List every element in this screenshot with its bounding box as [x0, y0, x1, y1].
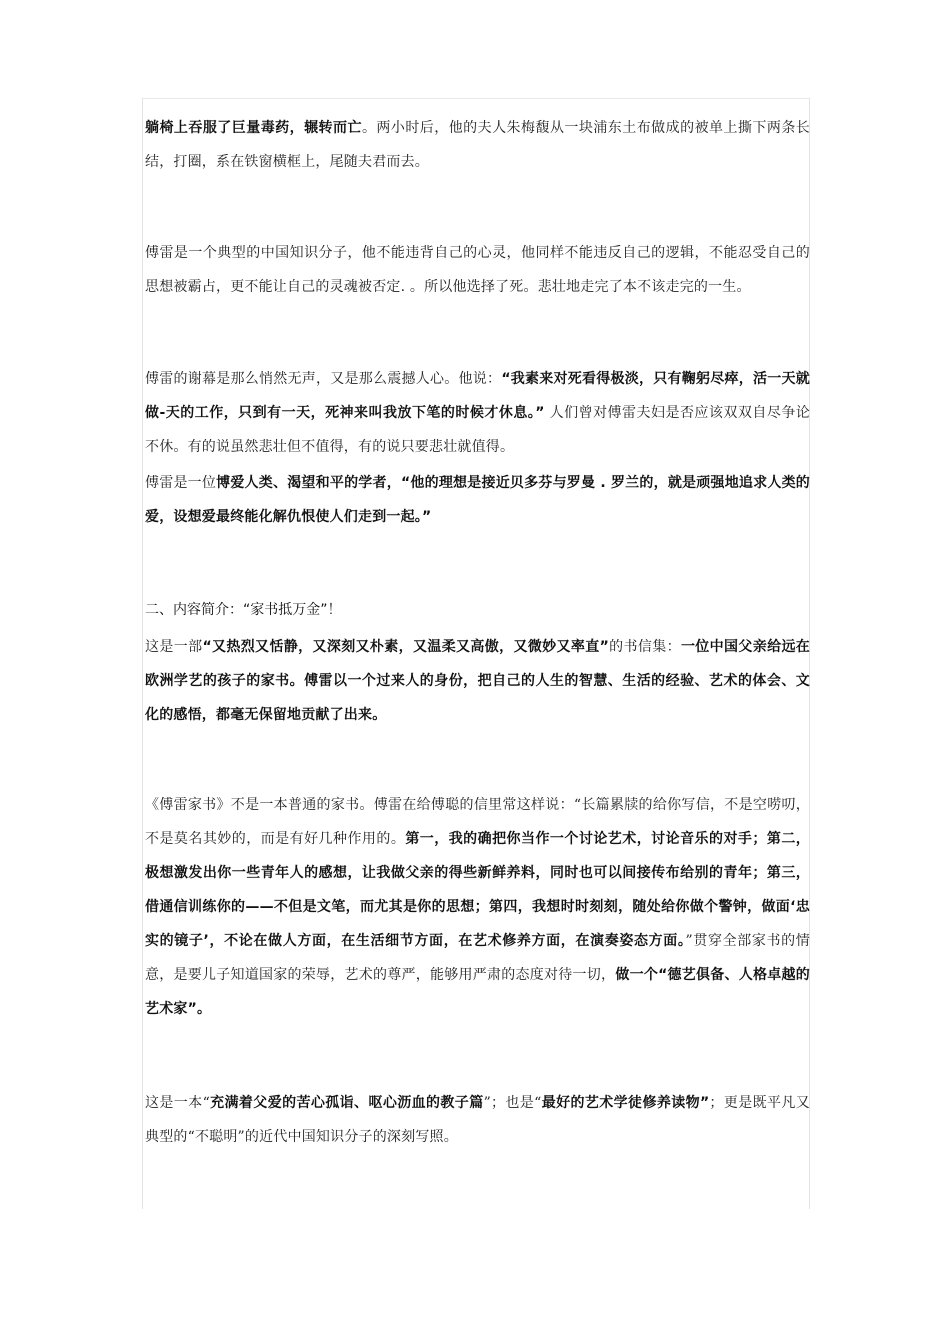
- body-text: ”贯穿全部家书的情意，是要儿子知道国家的荣辱，艺术的尊严，能够用严肃的态度对待一切，: [145, 933, 810, 983]
- body-text: 。两小时后，他的夫人朱梅馥从一块浦东土布做成的被单上撕下两条长结，打圈，系在铁窗横框上，尾随夫君而去。: [145, 120, 811, 170]
- paragraph-death: [145, 111, 810, 179]
- bold-text: 第一，我的确把你当作一个讨论艺术，讨论音乐的对手；第二，极想激发出你一些青年人的感想，让我做父亲的得些新鲜养料，同时也可以间接传布给别的青年；第三，借通信训练你的——不但是文笔，而尤其是你的思想；第四，我想时时刻刻，随处给你做个警钟，做面‘忠实的镜子’，不论在做人方面，在生活细节方面，在艺术修养方面，在演奏姿态方面。: [145, 831, 810, 949]
- body-text: 傅雷的谢幕是那么悄然无声，又是那么震撼人心。他说：: [145, 371, 502, 387]
- body-text: 这是一本“: [145, 1095, 210, 1111]
- bold-text: 最好的艺术学徒修养读物”: [541, 1095, 710, 1111]
- bold-text: 充满着父爱的苦心孤诣、呕心沥血的教子篇: [209, 1095, 484, 1111]
- section-heading: 二、内容简介：“家书抵万金”！: [145, 602, 342, 618]
- paragraph-farewell: [145, 362, 810, 464]
- paragraph-book-intro: [145, 630, 810, 732]
- paragraph-intellectual: [145, 236, 810, 304]
- bold-text: 躺椅上吞服了巨量毒药，辗转而亡: [145, 120, 362, 136]
- bold-text: 一位中国父亲给远在欧洲学艺的孩子的家书。傅雷以一个过来人的身份，把自己的人生的智慧、生活的经验、艺术的体会、文化的感悟，都毫无保留地贡献了出来。: [145, 639, 811, 723]
- body-text: 人们曾对傅雷夫妇是否应该双双自尽争论不休。有的说虽然悲壮但不值得，有的说只要悲壮就值得。: [145, 405, 810, 455]
- body-text: 傅雷是一位: [145, 475, 217, 491]
- bold-text: 做一个“德艺俱备、人格卓越的艺术家”。: [145, 967, 810, 1017]
- body-text: ；更是既平凡又典型的“不聪明”的近代中国知识分子的深刻写照。: [145, 1095, 810, 1145]
- body-text: 傅雷是一个典型的中国知识分子，他不能违背自己的心灵，他同样不能违反自己的逻辑，不能忍受自己的思想被霸占，更不能让自己的灵魂被否定. 。所以他选择了死。悲壮地走完了本不该走完的一生。: [145, 245, 810, 295]
- body-text: 《傅雷家书》不是一本普通的家书。傅雷在给傅聪的信里常这样说：“长篇累牍的给你写信，不是空唠叨，不是莫名其妙的，而是有好几种作用的。: [145, 797, 810, 847]
- paragraph-summary: [145, 1086, 810, 1154]
- body-text: 这是一部: [145, 639, 203, 655]
- quote-text: “我素来对死看得极淡，只有鞠躬尽瘁，活一天就做-天的工作，只到有一天，死神来叫我放下笔的时候才休息。”: [145, 371, 811, 421]
- quote-text: “又热烈又恬静，又深刻又朴素，又温柔又高傲，又微妙又率直”: [202, 639, 610, 655]
- body-text: 的书信集：: [609, 639, 681, 655]
- body-text: ”；也是“: [483, 1095, 542, 1111]
- paragraph-letters: [145, 788, 810, 1026]
- bold-text: 博爱人类、渴望和平的学者，“他的理想是接近贝多芬与罗曼 . 罗兰的，就是顽强地追求人类的爱，设想爱最终能化解仇恨使人们走到一起。”: [145, 475, 810, 525]
- paragraph-ideal: [145, 466, 810, 534]
